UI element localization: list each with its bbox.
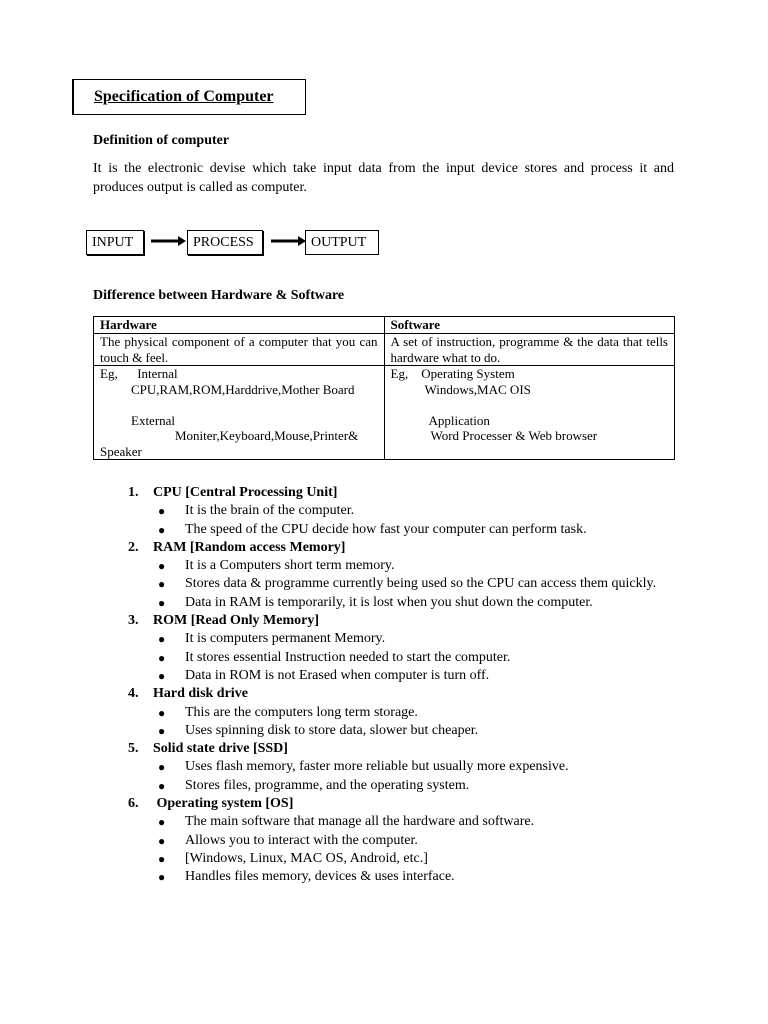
flow-arrow-2-icon (271, 236, 306, 246)
bullet-icon: ● (158, 522, 166, 537)
table-header-row (94, 317, 675, 334)
software-definition-cell: A set of instruction, programme & the data that tells hardware what to do. (384, 334, 675, 366)
software-os-label: Operating System (421, 366, 515, 381)
list-item (128, 758, 674, 776)
spec-section-title: ROM [Read Only Memory] (153, 613, 320, 629)
bullet-icon: ● (158, 559, 166, 574)
bullet-icon: ● (158, 778, 166, 793)
hardware-eg-label: Eg, (100, 366, 118, 381)
list-item-text: [Windows, Linux, MAC OS, Android, etc.] (185, 850, 428, 866)
spec-section-heading (128, 484, 674, 502)
spec-section-heading (128, 795, 674, 813)
spec-section-heading (128, 612, 674, 630)
flow-output-box (305, 230, 379, 255)
hardware-external-items: Moniter,Keyboard,Mouse,Printer& (175, 428, 359, 443)
bullet-icon: ● (158, 595, 166, 610)
page-title: Specification of Computer (94, 88, 274, 105)
spec-section (128, 740, 674, 795)
hardware-external-items-cont: Speaker (100, 443, 142, 459)
flow-input-box (86, 230, 144, 255)
spec-section-title: Operating system [OS] (153, 796, 294, 812)
list-item-text: Data in RAM is temporarily, it is lost when you shut down the computer. (185, 594, 593, 610)
spec-section-number: 4. (128, 686, 139, 702)
list-item (128, 649, 674, 667)
title-box (72, 79, 306, 115)
bullet-icon: ● (158, 851, 166, 866)
list-item-text: The main software that manage all the hardware and software. (185, 814, 535, 830)
spec-section (128, 612, 674, 685)
hardware-software-table (93, 316, 675, 460)
hardware-definition-cell: The physical component of a computer that you can touch & feel. (94, 334, 385, 366)
table-row (94, 334, 675, 366)
spec-section-number: 2. (128, 539, 139, 555)
list-item (128, 813, 674, 831)
list-item-text: Uses flash memory, faster more reliable but usually more expensive. (185, 759, 569, 775)
flow-input-label: INPUT (92, 235, 134, 250)
spec-section-number: 3. (128, 613, 139, 629)
bullet-icon: ● (158, 632, 166, 647)
spec-section-number: 6. (128, 796, 139, 812)
bullet-icon: ● (158, 815, 166, 830)
bullet-icon: ● (158, 504, 166, 519)
software-column-header: Software (384, 317, 675, 334)
bullet-icon: ● (158, 760, 166, 775)
list-item (128, 722, 674, 740)
definition-text: It is the electronic devise which take input data from the input device stores and process it and produces output is called as computer. (93, 161, 674, 195)
list-item (128, 850, 674, 868)
list-item (128, 594, 674, 612)
list-item-text: It stores essential Instruction needed to start the computer. (185, 649, 511, 665)
spec-section (128, 795, 674, 886)
software-examples-cell (384, 366, 675, 460)
spec-section-title: Hard disk drive (153, 686, 248, 702)
spec-section-heading (128, 539, 674, 557)
hardware-examples-cell (94, 366, 385, 460)
hardware-column-header: Hardware (94, 317, 385, 334)
list-item (128, 777, 674, 795)
flow-process-label: PROCESS (193, 235, 254, 250)
spec-section-title: Solid state drive [SSD] (153, 741, 288, 757)
list-item-text: Data in ROM is not Erased when computer is turn off. (185, 667, 490, 683)
list-item (128, 704, 674, 722)
definition-heading: Definition of computer (93, 133, 230, 148)
difference-heading: Difference between Hardware & Software (93, 288, 345, 303)
bullet-icon: ● (158, 650, 166, 665)
list-item (128, 502, 674, 520)
software-app-label: Application (428, 412, 490, 428)
specification-list (128, 484, 674, 887)
list-item-text: Stores data & programme currently being used so the CPU can access them quickly. (185, 576, 657, 592)
hardware-internal-items: CPU,RAM,ROM,Harddrive,Mother Board (131, 381, 355, 397)
spec-section-title: CPU [Central Processing Unit] (153, 485, 338, 500)
list-item (128, 868, 674, 886)
bullet-icon: ● (158, 705, 166, 720)
list-item-text: The speed of the CPU decide how fast your computer can perform task. (185, 521, 587, 537)
list-item (128, 575, 674, 593)
list-item (128, 521, 674, 539)
list-item-text: Stores files, programme, and the operating system. (185, 777, 470, 793)
bullet-icon: ● (158, 668, 166, 683)
software-app-items: Word Processer & Web browser (430, 428, 598, 443)
bullet-icon: ● (158, 723, 166, 738)
bullet-icon: ● (158, 833, 166, 848)
list-item-text: It is the brain of the computer. (185, 503, 355, 519)
list-item (128, 557, 674, 575)
spec-section-number: 1. (128, 485, 139, 500)
spec-section (128, 484, 674, 539)
list-item-text: This are the computers long term storage. (185, 704, 418, 720)
flow-output-label: OUTPUT (311, 235, 367, 250)
spec-section (128, 685, 674, 740)
spec-section-heading (128, 740, 674, 758)
hardware-internal-label: Internal (137, 366, 178, 381)
list-item-text: Uses spinning disk to store data, slower but cheaper. (185, 722, 479, 738)
list-item-text: Allows you to interact with the computer. (185, 832, 418, 848)
spec-section-number: 5. (128, 741, 139, 757)
list-item-text: It is a Computers short term memory. (185, 558, 395, 574)
table-row (94, 366, 675, 460)
spec-section-heading (128, 685, 674, 703)
list-item-text: Handles files memory, devices & uses interface. (185, 869, 455, 885)
spec-section (128, 539, 674, 612)
bullet-icon: ● (158, 577, 166, 592)
software-eg-label: Eg, (390, 366, 409, 381)
list-item (128, 832, 674, 850)
flow-process-box (187, 230, 263, 255)
list-item (128, 667, 674, 685)
list-item-text: It is computers permanent Memory. (185, 631, 386, 647)
flow-arrow-1-icon (151, 236, 186, 246)
bullet-icon: ● (158, 870, 166, 885)
software-os-items: Windows,MAC OIS (424, 381, 531, 397)
spec-section-title: RAM [Random access Memory] (153, 539, 346, 555)
list-item (128, 630, 674, 648)
hardware-external-label: External (131, 412, 176, 428)
